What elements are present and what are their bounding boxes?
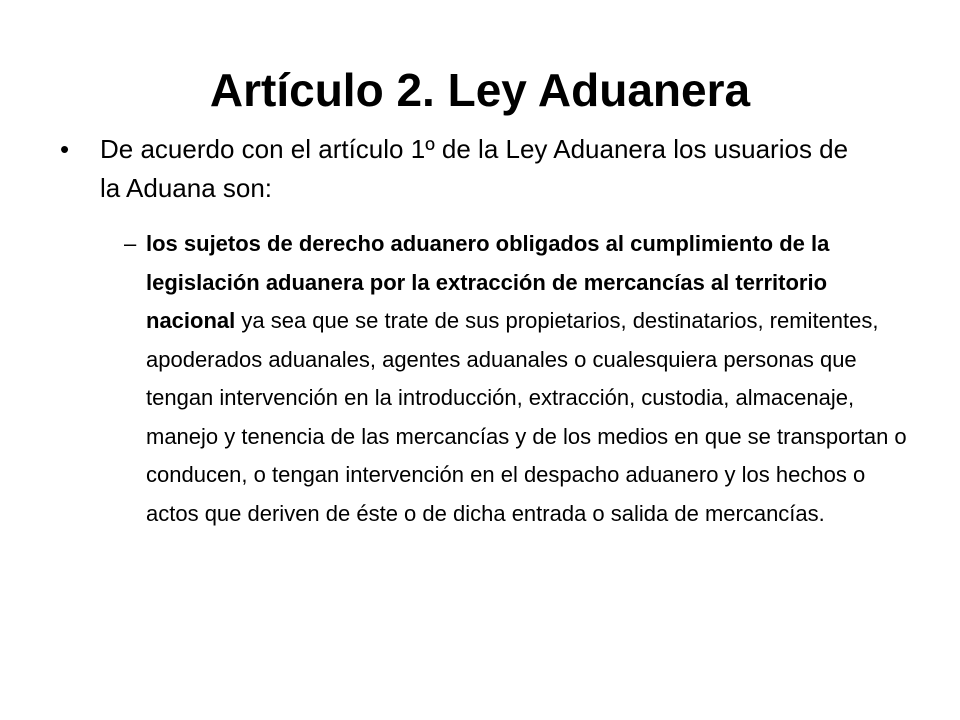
- sub-bullet-text: [146, 225, 914, 533]
- sub-bullet-bold-text: los sujetos de derecho aduanero obligados al cumplimiento de la legislación aduanera por la extracción de mercancías al territorio nacional: [146, 231, 830, 333]
- sub-bullet-normal-text: ya sea que se trate de sus propietarios, destinatarios, remitentes, apoderados aduanales, agentes aduanales o cualesquiera personas que tengan intervención en la introducción, extracción, custodia, almacenaje, manejo y tenencia de las mercancías y de los medios en que se transportan o conducen, o tengan intervención en el despacho aduanero y los hechos o actos que deriven de éste o de dicha entrada o salida de mercancías.: [146, 308, 907, 526]
- bullet-item: [60, 130, 850, 208]
- sub-bullet-marker: –: [124, 231, 137, 256]
- bullet-marker: •: [60, 134, 70, 164]
- sub-bullet-item: [124, 225, 914, 533]
- slide-title: Artículo 2. Ley Aduanera: [209, 64, 751, 116]
- bullet-text: De acuerdo con el artículo 1º de la Ley Aduanera los usuarios de la Aduana son:: [100, 134, 849, 203]
